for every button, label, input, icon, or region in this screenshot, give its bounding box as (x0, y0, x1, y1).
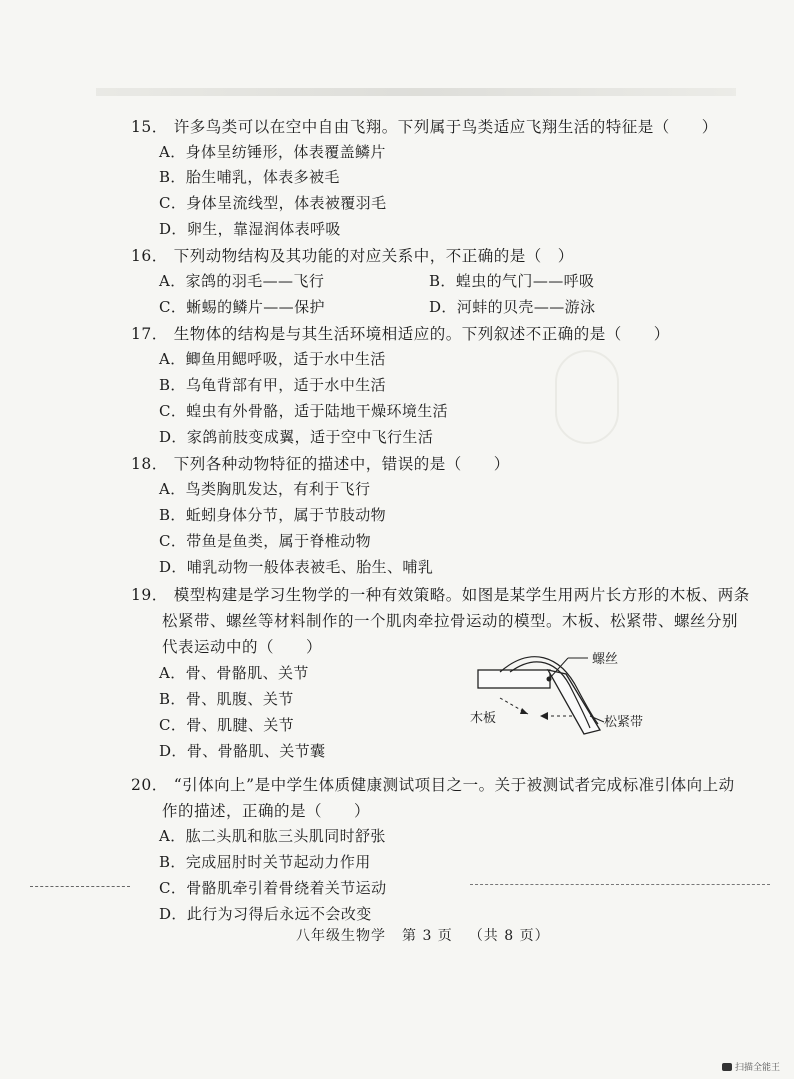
option: D．河蚌的贝壳——游泳 (429, 298, 596, 316)
board-upper (478, 670, 550, 688)
scanner-badge (722, 1060, 780, 1073)
option: A．鲫鱼用鳃呼吸，适于水中生活 (159, 350, 386, 368)
label-band: 松紧带 (604, 715, 644, 730)
motion-arrowhead (540, 712, 548, 720)
option: C．蝗虫有外骨骼，适于陆地干燥环境生活 (159, 402, 449, 420)
question-19-stem-line: 代表运动中的（ ） (162, 638, 323, 656)
option: D．家鸽前肢变成翼，适于空中飞行生活 (159, 428, 434, 446)
question-text: 许多鸟类可以在空中自由飞翔。下列属于鸟类适应飞翔生活的特征是（ ） (173, 118, 718, 136)
option: B．乌龟背部有甲，适于水中生活 (159, 376, 387, 394)
option: C．骨、肌腱、关节 (159, 716, 295, 734)
question-18-stem (131, 452, 510, 474)
question-number: 17． (131, 325, 168, 343)
option: C．蜥蜴的鳞片——保护 (159, 298, 325, 316)
question-text: 下列各种动物特征的描述中，错误的是（ ） (173, 455, 510, 473)
question-15-stem (131, 115, 718, 137)
board-lower (548, 670, 600, 734)
label-board: 木板 (470, 711, 497, 726)
page-footer (296, 925, 566, 945)
question-text: 生物体的结构是与其生活环境相适应的。下列叙述不正确的是（ ） (173, 325, 670, 343)
question-number: 20． (131, 776, 168, 794)
question-number: 15． (131, 118, 168, 136)
motion-arrowhead (520, 708, 528, 714)
question-number: 19． (131, 586, 168, 604)
question-19-stem (131, 583, 750, 605)
question-number: 18． (131, 455, 168, 473)
option: B．骨、肌腹、关节 (159, 690, 294, 708)
question-20-stem (131, 773, 735, 795)
option: B．胎生哺乳，体表多被毛 (159, 168, 340, 186)
footer-page: 第 3 页 (402, 928, 453, 944)
fold-mark-left (30, 886, 130, 887)
option: B．蚯蚓身体分节，属于节肢动物 (159, 506, 387, 524)
option: A．身体呈纺锤形，体表覆盖鳞片 (159, 143, 386, 161)
question-text: 下列动物结构及其功能的对应关系中，不正确的是（ ） (173, 247, 574, 265)
bleed-through-mark (555, 350, 619, 444)
question-16-stem (131, 244, 574, 266)
option: A．鸟类胸肌发达，有利于飞行 (159, 480, 371, 498)
question-text: “引体向上”是中学生体质健康测试项目之一。关于被测试者完成标准引体向上动 (173, 776, 735, 794)
fold-mark-right (470, 884, 770, 885)
question-19-stem-line: 松紧带、螺丝等材料制作的一个肌肉牵拉骨运动的模型。木板、松紧带、螺丝分别 (162, 612, 739, 630)
option: B．蝗虫的气门——呼吸 (429, 272, 595, 290)
footer-total: （共 8 页） (468, 928, 550, 944)
option: A．肱二头肌和肱三头肌同时舒张 (159, 827, 386, 845)
label-screw: 螺丝 (592, 652, 619, 667)
question-number: 16． (131, 247, 168, 265)
footer-grade: 八年级生物学 (296, 928, 386, 944)
option: C．身体呈流线型，体表被覆羽毛 (159, 194, 387, 212)
option: B．完成屈肘时关节起动力作用 (159, 853, 371, 871)
option: D．哺乳动物一般体表被毛、胎生、哺乳 (159, 558, 434, 576)
option: D．此行为习得后永远不会改变 (159, 905, 372, 923)
scanner-icon (722, 1063, 732, 1071)
option: D．骨、骨骼肌、关节囊 (159, 742, 326, 760)
question-text: 模型构建是学习生物学的一种有效策略。如图是某学生用两片长方形的木板、两条 (173, 586, 750, 604)
option: A．骨、骨骼肌、关节 (159, 664, 309, 682)
muscle-model-figure (440, 650, 670, 760)
bleed-through-mark (96, 88, 736, 96)
question-17-stem (131, 322, 670, 344)
option: C．骨骼肌牵引着骨绕着关节运动 (159, 879, 387, 897)
question-20-stem-line: 作的描述，正确的是（ ） (162, 802, 371, 820)
option: C．带鱼是鱼类，属于脊椎动物 (159, 532, 372, 550)
option: D．卵生，靠湿润体表呼吸 (159, 220, 341, 238)
scanner-badge-text: 扫描全能王 (734, 1063, 780, 1073)
option: A．家鸽的羽毛——飞行 (159, 272, 325, 290)
